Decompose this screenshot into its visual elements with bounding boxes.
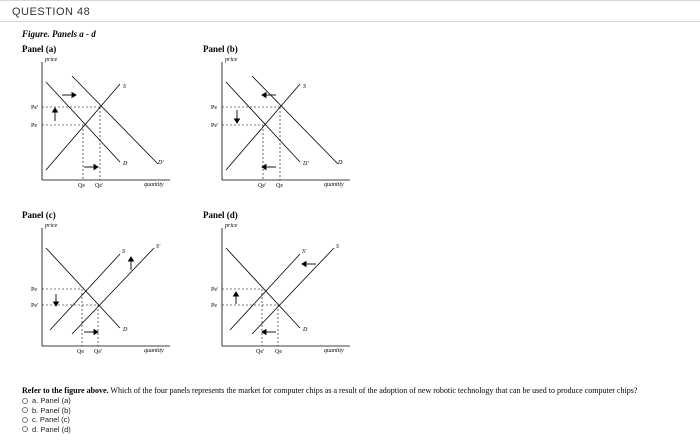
quantity-label: quantity: [324, 348, 344, 354]
price-tick: Pe: [211, 105, 217, 111]
demand-label: D: [303, 327, 308, 333]
right-arrow-icon: [94, 330, 98, 335]
left-arrow-icon: [262, 165, 266, 170]
option-d[interactable]: [22, 425, 71, 435]
quantity-label: quantity: [144, 182, 164, 188]
option-c[interactable]: [22, 415, 71, 425]
left-arrow-icon: [262, 330, 266, 335]
left-arrow-icon: [302, 262, 306, 267]
question-prompt-text: Which of the four panels represents the market for computer chips as a result of the adoption of new robotic technology that can be used to produce computer chips?: [108, 386, 638, 395]
panel-a-label: Panel (a): [22, 44, 57, 54]
demand-label: D: [123, 327, 128, 333]
answer-options: [22, 396, 71, 434]
quantity-label: quantity: [324, 182, 344, 188]
supply-curve-shifted: [230, 254, 300, 330]
quantity-label: quantity: [144, 348, 164, 354]
supply-shifted-label: S': [302, 249, 307, 255]
right-arrow-icon: [94, 165, 98, 170]
option-a[interactable]: [22, 396, 71, 406]
question-prompt-lead: Refer to the figure above.: [22, 386, 109, 395]
supply-curve: [252, 248, 334, 334]
panel-b-graph: [200, 52, 370, 192]
option-label: b. Panel (b): [32, 405, 71, 415]
supply-label: S: [303, 84, 306, 90]
supply-shifted-label: S': [156, 244, 161, 250]
panel-d-label: Panel (d): [203, 210, 238, 220]
question-title: QUESTION 48: [12, 6, 91, 18]
option-label: a. Panel (a): [32, 396, 71, 406]
price-tick: Pe': [211, 123, 219, 129]
option-label: c. Panel (c): [32, 415, 70, 425]
quantity-tick: Qe: [77, 349, 84, 355]
quantity-tick: Qe': [256, 349, 265, 355]
option-b[interactable]: [22, 406, 71, 416]
demand-label: D: [123, 161, 128, 167]
figure-title: Figure. Panels a - d: [22, 29, 96, 39]
price-tick: Pe': [211, 287, 219, 293]
up-arrow-icon: [234, 292, 239, 296]
panel-b-label: Panel (b): [203, 44, 238, 54]
price-tick: Pe: [31, 123, 37, 129]
radio-button[interactable]: [22, 407, 28, 413]
supply-label: S: [122, 249, 125, 255]
panel-a-graph: [20, 52, 190, 192]
supply-curve: [50, 254, 120, 330]
supply-label: S: [123, 84, 126, 90]
price-label: price: [225, 57, 238, 63]
panel-d-graph: [200, 218, 370, 358]
price-tick: Pe': [31, 303, 39, 309]
demand-shifted-label: D': [303, 161, 309, 167]
up-arrow-icon: [129, 257, 134, 261]
quantity-tick: Qe: [78, 183, 85, 189]
question-header: [0, 0, 700, 22]
quantity-tick: Qe: [276, 183, 283, 189]
price-tick: Pe: [211, 303, 217, 309]
option-label: d. Panel (d): [32, 424, 71, 434]
supply-curve-shifted: [72, 248, 154, 334]
demand-shifted-label: D': [158, 160, 164, 166]
demand-label: D: [338, 160, 343, 166]
radio-button[interactable]: [22, 398, 28, 404]
panel-c-label: Panel (c): [22, 210, 56, 220]
price-label: price: [225, 223, 238, 229]
down-arrow-icon: [54, 302, 59, 306]
quantity-tick: Qe': [94, 349, 103, 355]
demand-curve: [226, 248, 300, 328]
quantity-tick: Qe: [275, 349, 282, 355]
panel-c-graph: [20, 218, 190, 358]
demand-curve: [46, 248, 120, 328]
left-arrow-icon: [262, 93, 266, 98]
price-tick: Pe: [31, 287, 37, 293]
right-arrow-icon: [72, 93, 76, 98]
question-prompt: [22, 386, 692, 395]
down-arrow-icon: [235, 119, 240, 123]
radio-button[interactable]: [22, 426, 28, 432]
price-tick: Pe': [31, 105, 39, 111]
price-label: price: [45, 223, 58, 229]
up-arrow-icon: [53, 108, 58, 112]
radio-button[interactable]: [22, 417, 28, 423]
quantity-tick: Qe': [258, 183, 267, 189]
price-label: price: [45, 57, 58, 63]
quantity-tick: Qe': [95, 183, 104, 189]
supply-label: S: [336, 244, 339, 250]
